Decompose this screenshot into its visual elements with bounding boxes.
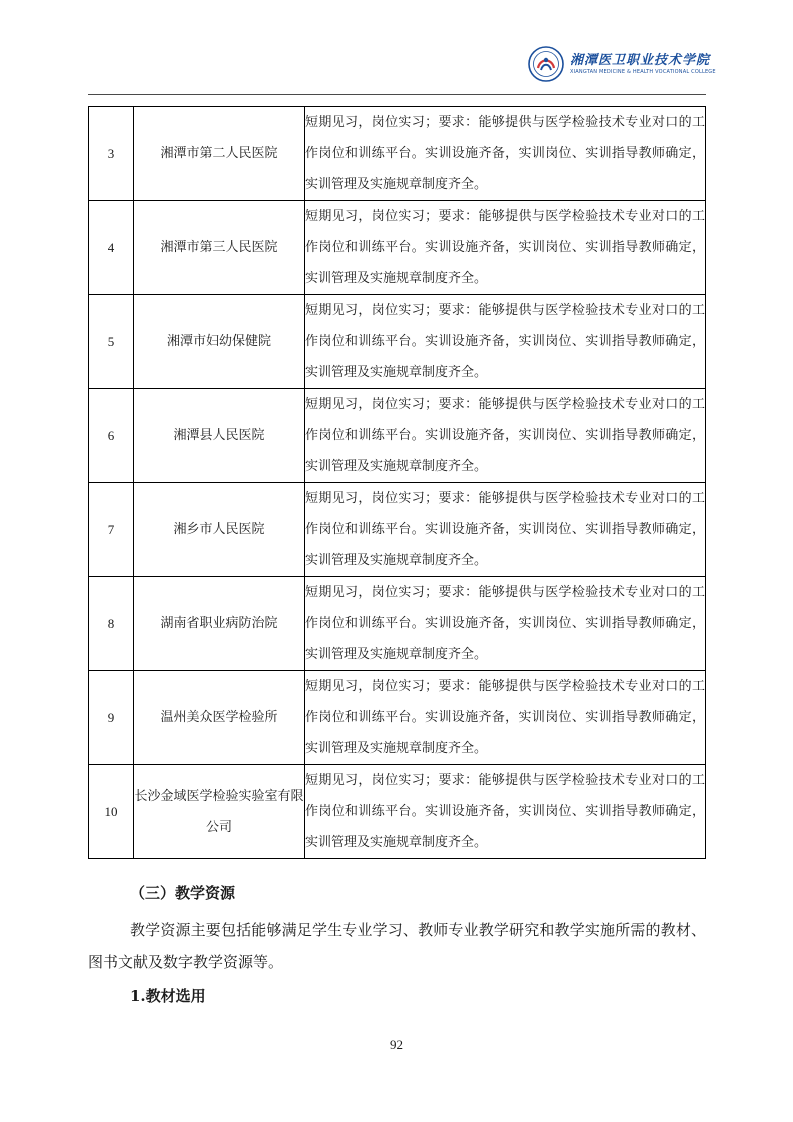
table-row — [89, 295, 706, 389]
sub-heading: 1.教材选用 — [130, 987, 206, 1005]
base-name: 长沙金域医学检验实验室有限公司 — [134, 765, 305, 859]
base-requirements: 短期见习，岗位实习；要求：能够提供与医学检验技术专业对口的工作岗位和训练平台。实训设施齐备，实训岗位、实训指导教师确定，实训管理及实施规章制度齐全。 — [305, 107, 706, 201]
college-name-cn: 湘潭医卫职业技术学院 — [570, 52, 711, 68]
section-title: （三）教学资源 — [130, 884, 236, 902]
page-number: 92 — [390, 1037, 403, 1052]
base-requirements: 短期见习，岗位实习；要求：能够提供与医学检验技术专业对口的工作岗位和训练平台。实训设施齐备，实训岗位、实训指导教师确定，实训管理及实施规章制度齐全。 — [305, 295, 706, 389]
base-requirements: 短期见习，岗位实习；要求：能够提供与医学检验技术专业对口的工作岗位和训练平台。实训设施齐备，实训岗位、实训指导教师确定，实训管理及实施规章制度齐全。 — [305, 483, 706, 577]
row-number: 7 — [89, 483, 134, 577]
college-emblem-icon — [528, 46, 564, 82]
table-row — [89, 765, 706, 859]
row-number: 10 — [89, 765, 134, 859]
base-requirements: 短期见习，岗位实习；要求：能够提供与医学检验技术专业对口的工作岗位和训练平台。实训设施齐备，实训岗位、实训指导教师确定，实训管理及实施规章制度齐全。 — [305, 765, 706, 859]
base-requirements: 短期见习，岗位实习；要求：能够提供与医学检验技术专业对口的工作岗位和训练平台。实训设施齐备，实训岗位、实训指导教师确定，实训管理及实施规章制度齐全。 — [305, 577, 706, 671]
table-row — [89, 107, 706, 201]
base-name: 湘潭市第三人民医院 — [134, 201, 305, 295]
table-row — [89, 201, 706, 295]
base-name: 湘乡市人民医院 — [134, 483, 305, 577]
college-name-en: XIANGTAN MEDICINE & HEALTH VOCATIONAL COLLEGE — [570, 68, 716, 75]
base-name: 温州美众医学检验所 — [134, 671, 305, 765]
row-number: 5 — [89, 295, 134, 389]
base-requirements: 短期见习，岗位实习；要求：能够提供与医学检验技术专业对口的工作岗位和训练平台。实训设施齐备，实训岗位、实训指导教师确定，实训管理及实施规章制度齐全。 — [305, 671, 706, 765]
table-row — [89, 671, 706, 765]
college-logo — [528, 46, 716, 82]
base-requirements: 短期见习，岗位实习；要求：能够提供与医学检验技术专业对口的工作岗位和训练平台。实训设施齐备，实训岗位、实训指导教师确定，实训管理及实施规章制度齐全。 — [305, 389, 706, 483]
base-name: 湖南省职业病防治院 — [134, 577, 305, 671]
header-divider — [88, 94, 706, 95]
row-number: 8 — [89, 577, 134, 671]
table-row — [89, 577, 706, 671]
row-number: 9 — [89, 671, 134, 765]
base-name: 湘潭县人民医院 — [134, 389, 305, 483]
base-name: 湘潭市妇幼保健院 — [134, 295, 305, 389]
table-row — [89, 389, 706, 483]
section-paragraph: 教学资源主要包括能够满足学生专业学习、教师专业教学研究和教学实施所需的教材、 图书文献及数字教学资源等。 — [88, 921, 706, 971]
base-name: 湘潭市第二人民医院 — [134, 107, 305, 201]
row-number: 3 — [89, 107, 134, 201]
training-base-table — [88, 106, 706, 859]
table-row — [89, 483, 706, 577]
row-number: 6 — [89, 389, 134, 483]
row-number: 4 — [89, 201, 134, 295]
base-requirements: 短期见习，岗位实习；要求：能够提供与医学检验技术专业对口的工作岗位和训练平台。实训设施齐备，实训岗位、实训指导教师确定，实训管理及实施规章制度齐全。 — [305, 201, 706, 295]
